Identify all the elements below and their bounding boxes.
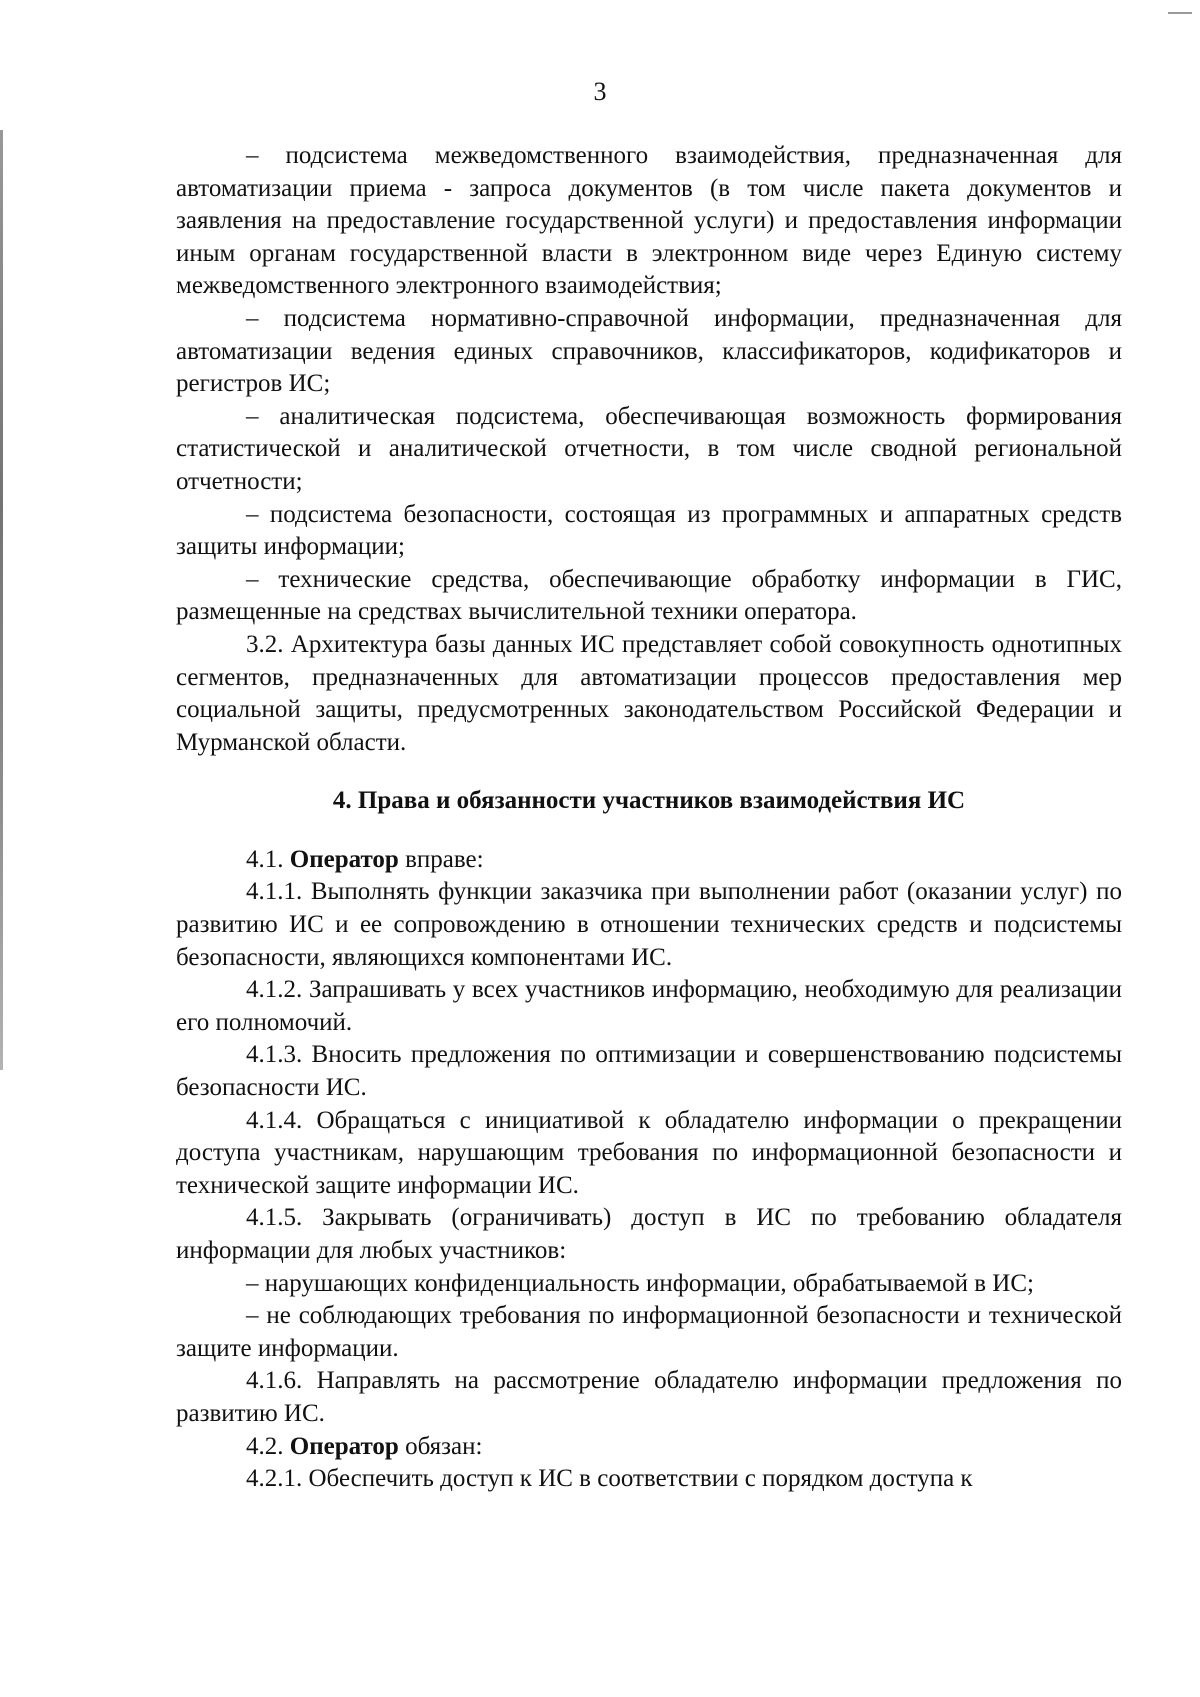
clause-4-1 bbox=[176, 844, 1122, 877]
paragraph-4-1-5-item-1: – нарушающих конфиденциальность информации, обрабатываемой в ИС; bbox=[246, 1269, 1034, 1297]
paragraph-4-1-2: 4.1.2. Запрашивать у всех участников информацию, необходимую для реализации его полномочий. bbox=[176, 976, 1122, 1036]
clause-4-1-subject: Оператор bbox=[289, 845, 399, 873]
paragraph-4-1-4: 4.1.4. Обращаться с инициативой к обладателю информации о прекращении доступа участникам, нарушающим требования по информационной безопасности и технической защите информации ИС. bbox=[176, 1106, 1122, 1199]
paragraph-security-subsystem: – подсистема безопасности, состоящая из программных и аппаратных средств защиты информации; bbox=[176, 500, 1122, 561]
paragraph-analytics-subsystem: – аналитическая подсистема, обеспечивающая возможность формирования статистической и аналитической отчетности, в том числе сводной региональной отчетности; bbox=[176, 402, 1122, 495]
scan-edge-shadow bbox=[0, 130, 3, 1070]
paragraph-4-2-1: 4.2.1. Обеспечить доступ к ИС в соответствии с порядком доступа к bbox=[246, 1465, 973, 1493]
clause-4-2-subject: Оператор bbox=[289, 1432, 399, 1460]
paragraph-technical-means: – технические средства, обеспечивающие обработку информации в ГИС, размещенные на средствах вычислительной техники оператора. bbox=[176, 565, 1122, 626]
page-number: 3 bbox=[593, 77, 607, 106]
paragraph-3-2: 3.2. Архитектура базы данных ИС представляет собой совокупность однотипных сегментов, предназначенных для автоматизации процессов предоставления мер социальной защиты, предусмотренных законодательством Российской Федерации и Мурманской области. bbox=[176, 630, 1122, 756]
scan-corner-mark bbox=[1168, 0, 1192, 14]
document-body bbox=[176, 140, 1122, 1496]
clause-4-2-number: 4.2. bbox=[246, 1432, 290, 1460]
paragraph-interdepartmental-subsystem: – подсистема межведомственного взаимодействия, предназначенная для автоматизации приема - запроса документов (в том числе пакета документов и заявления на предоставление государственной услуги) и предоставления информации иным органам государственной власти в электронном виде через Единую систему межведомственного электронного взаимодействия; bbox=[176, 142, 1122, 300]
clause-4-1-rest: вправе: bbox=[398, 845, 484, 873]
paragraph-4-1-6: 4.1.6. Направлять на рассмотрение обладателю информации предложения по развитию ИС. bbox=[176, 1367, 1122, 1427]
paragraph-4-1-1: 4.1.1. Выполнять функции заказчика при выполнении работ (оказании услуг) по развитию ИС и ее сопровождению в отношении технических средств и подсистемы безопасности, являющихся компонентами ИС. bbox=[176, 878, 1122, 971]
paragraph-reference-subsystem: – подсистема нормативно-справочной информации, предназначенная для автоматизации ведения единых справочников, классификаторов, кодификаторов и регистров ИС; bbox=[176, 304, 1122, 398]
paragraph-4-1-5: 4.1.5. Закрывать (ограничивать) доступ в ИС по требованию обладателя информации для любых участников: bbox=[176, 1204, 1122, 1264]
paragraph-4-1-3: 4.1.3. Вносить предложения по оптимизации и совершенствованию подсистемы безопасности ИС. bbox=[176, 1041, 1122, 1102]
clause-4-2 bbox=[176, 1431, 1122, 1464]
section-heading: 4. Права и обязанности участников взаимодействия ИС bbox=[332, 787, 966, 815]
paragraph-4-1-5-item-2: – не соблюдающих требования по информационной безопасности и технической защите информации. bbox=[176, 1302, 1122, 1362]
clause-4-1-number: 4.1. bbox=[246, 845, 290, 873]
clause-4-2-rest: обязан: bbox=[398, 1432, 483, 1460]
